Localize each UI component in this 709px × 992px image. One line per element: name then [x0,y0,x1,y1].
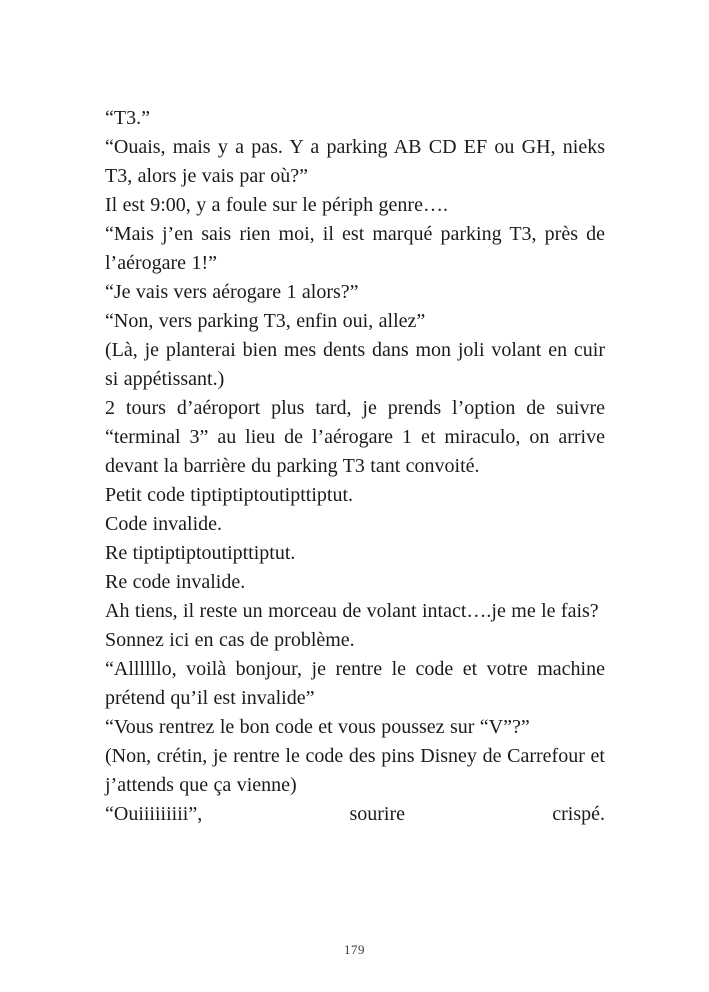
paragraph: Il est 9:00, y a foule sur le périph genre…. [105,194,448,216]
paragraph: “Vous rentrez le bon code et vous poussez sur “V”?” [105,716,530,738]
paragraph: “T3.” [105,107,150,129]
paragraph: “Ouais, mais y a pas. Y a parking AB CD EF ou GH, nieks T3, alors je vais par où?” [105,136,605,187]
paragraph: Petit code tiptiptiptoutipttiptut. [105,484,354,506]
paragraph: “Allllllo, voilà bonjour, je rentre le code et votre machine prétend qu’il est invalide” [105,658,605,709]
paragraph: “Ouiiiiiiiii”, sourire crispé. [105,803,605,825]
paragraph: “Je vais vers aérogare 1 alors?” [105,281,359,303]
paragraph: “Mais j’en sais rien moi, il est marqué parking T3, près de l’aérogare 1!” [105,223,605,274]
paragraph: 2 tours d’aéroport plus tard, je prends l’option de suivre “terminal 3” au lieu de l’aérogare 1 et miraculo, on arrive devant la barrière du parking T3 tant convoité. [105,397,605,477]
page-number: 179 [344,942,365,957]
paragraph: “Non, vers parking T3, enfin oui, allez” [105,310,426,332]
paragraph: (Là, je planterai bien mes dents dans mon joli volant en cuir si appétissant.) [105,339,605,390]
paragraph: Ah tiens, il reste un morceau de volant intact….je me le fais? [105,600,599,622]
paragraph: Code invalide. [105,513,223,535]
page-text [105,104,605,829]
paragraph: (Non, crétin, je rentre le code des pins Disney de Carrefour et j’attends que ça vienne) [105,745,605,796]
paragraph: Re tiptiptiptoutipttiptut. [105,542,296,564]
paragraph: Re code invalide. [105,571,246,593]
paragraph: Sonnez ici en cas de problème. [105,629,355,651]
